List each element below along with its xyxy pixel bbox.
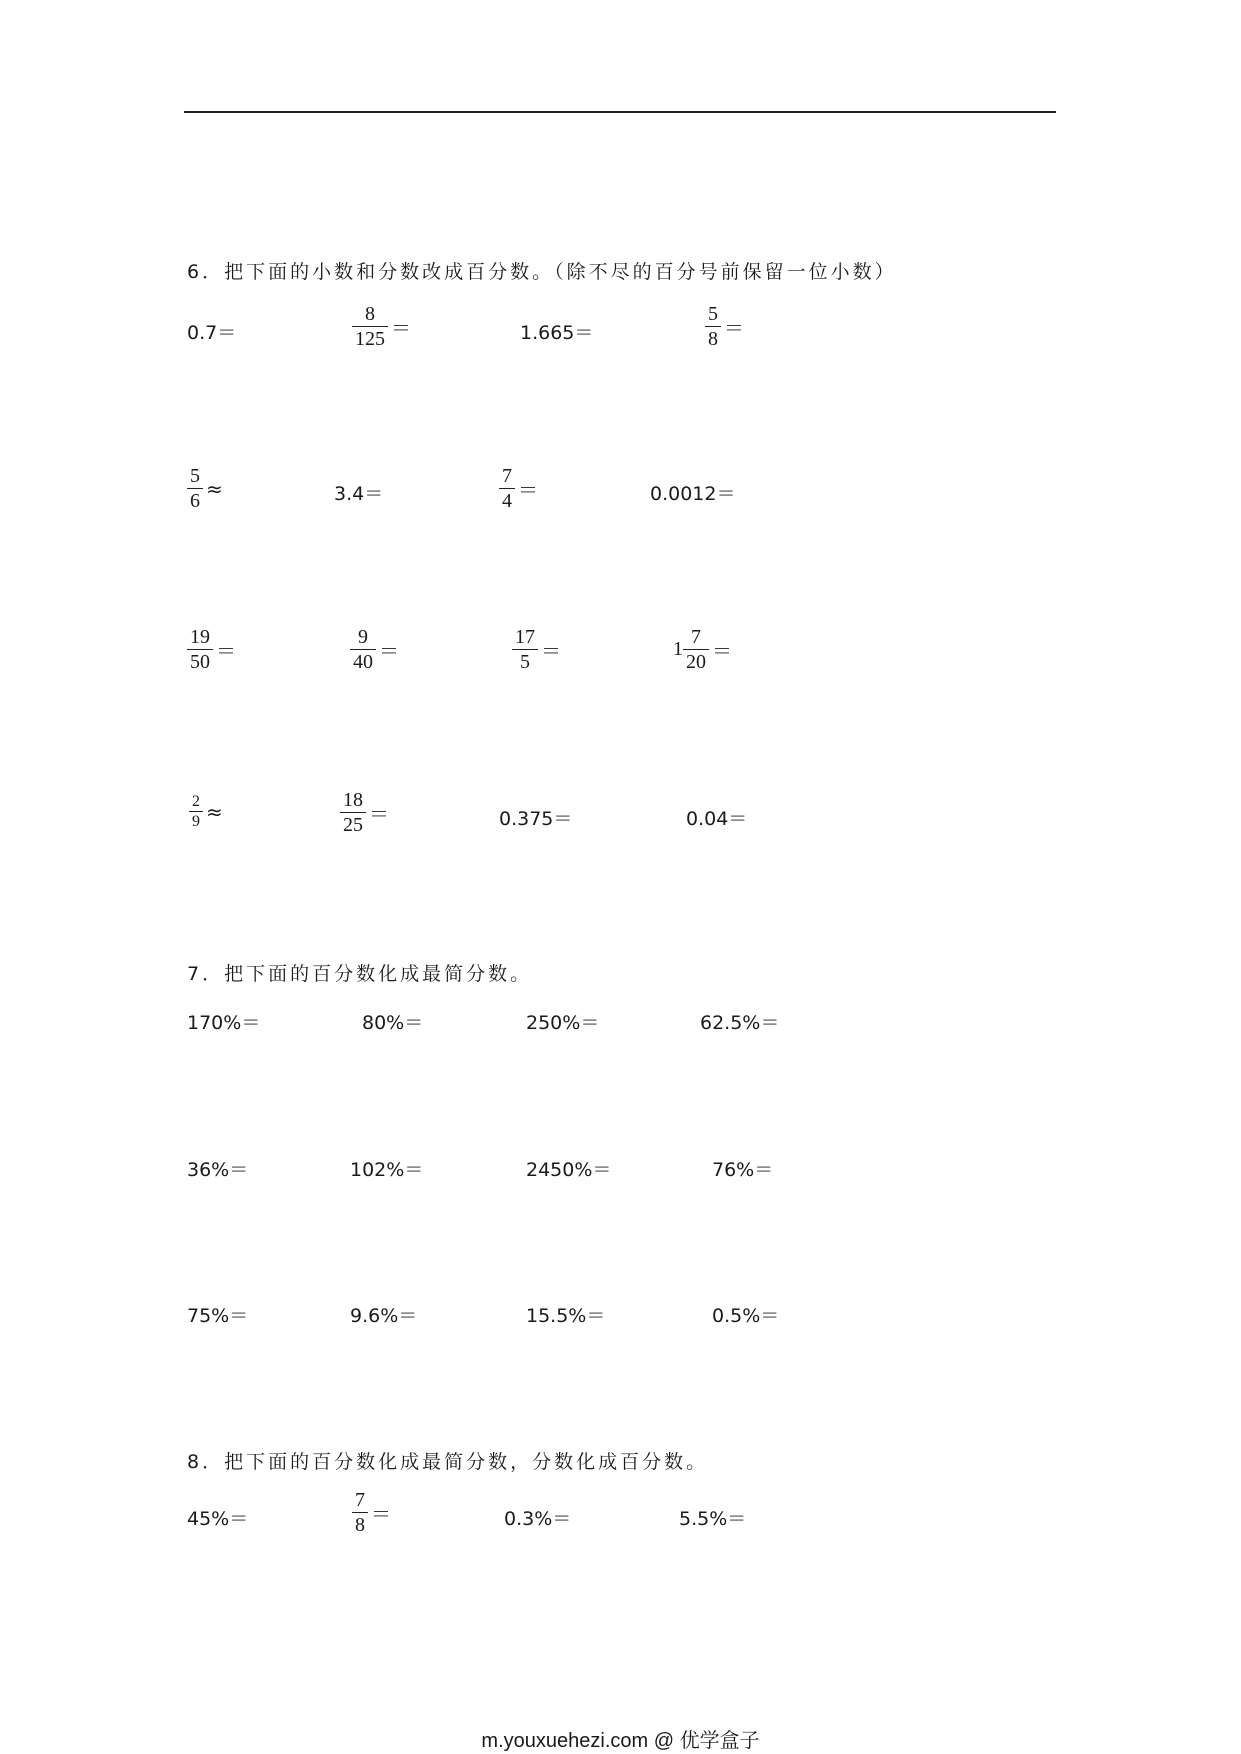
q6-r3-b xyxy=(350,625,399,674)
fraction xyxy=(499,464,515,513)
approx-sign: ≈ xyxy=(206,799,223,824)
numerator: 7 xyxy=(355,1489,365,1511)
numerator: 17 xyxy=(515,626,535,648)
footer-watermark: m.youxuehezi.com @ 优学盒子 xyxy=(481,1730,760,1752)
equals-sign: ＝ xyxy=(391,316,411,340)
fraction xyxy=(340,788,366,837)
denominator: 40 xyxy=(353,651,373,673)
q6-r1-d xyxy=(705,302,744,351)
fraction xyxy=(512,625,538,674)
header-rule xyxy=(184,111,1056,113)
denominator: 9 xyxy=(192,813,200,830)
fraction xyxy=(352,302,388,351)
q7-r1-c: 250%＝ xyxy=(526,1012,600,1034)
q6-r4-c: 0.375＝ xyxy=(499,808,573,830)
q6-heading: 6．把下面的小数和分数改成百分数。（除不尽的百分号前保留一位小数） xyxy=(187,261,897,283)
q6-r3-d xyxy=(673,625,732,674)
q6-r4-d: 0.04＝ xyxy=(686,808,748,830)
q8-r1-b xyxy=(352,1488,391,1537)
denominator: 4 xyxy=(502,490,512,512)
denominator: 50 xyxy=(190,651,210,673)
fraction xyxy=(187,625,213,674)
q8-r1-c: 0.3%＝ xyxy=(504,1508,572,1530)
denominator: 25 xyxy=(343,814,363,836)
fraction xyxy=(187,464,203,513)
q7-r2-b: 102%＝ xyxy=(350,1159,424,1181)
q6-r2-a xyxy=(187,464,223,513)
numerator: 8 xyxy=(365,303,375,325)
denominator: 8 xyxy=(355,1514,365,1536)
fraction xyxy=(705,302,721,351)
fraction xyxy=(350,625,376,674)
q6-r3-a xyxy=(187,625,236,674)
equals-sign: ＝ xyxy=(379,639,399,663)
equals-sign: ＝ xyxy=(371,1502,391,1526)
denominator: 6 xyxy=(190,490,200,512)
q7-r1-d: 62.5%＝ xyxy=(700,1012,780,1034)
q8-heading: 8．把下面的百分数化成最简分数，分数化成百分数。 xyxy=(187,1451,709,1473)
equals-sign: ＝ xyxy=(724,316,744,340)
fraction xyxy=(352,1488,368,1537)
q7-r3-c: 15.5%＝ xyxy=(526,1305,606,1327)
numerator: 5 xyxy=(708,303,718,325)
q6-r1-b xyxy=(352,302,411,351)
numerator: 18 xyxy=(343,789,363,811)
q7-r3-d: 0.5%＝ xyxy=(712,1305,780,1327)
denominator: 20 xyxy=(686,651,706,673)
denominator: 8 xyxy=(708,328,718,350)
q8-r1-a: 45%＝ xyxy=(187,1508,249,1530)
q7-heading: 7．把下面的百分数化成最简分数。 xyxy=(187,963,533,985)
equals-sign: ＝ xyxy=(712,639,732,663)
q7-r1-a: 170%＝ xyxy=(187,1012,261,1034)
q7-r2-a: 36%＝ xyxy=(187,1159,249,1181)
equals-sign: ＝ xyxy=(216,639,236,663)
whole-number: 1 xyxy=(673,638,683,660)
equals-sign: ＝ xyxy=(541,639,561,663)
approx-sign: ≈ xyxy=(206,476,223,501)
numerator: 19 xyxy=(190,626,210,648)
q6-r3-c xyxy=(512,625,561,674)
fraction xyxy=(683,625,709,674)
q7-r2-c: 2450%＝ xyxy=(526,1159,612,1181)
q7-r3-a: 75%＝ xyxy=(187,1305,249,1327)
q6-r2-d: 0.0012＝ xyxy=(650,483,736,505)
q6-r4-a xyxy=(189,792,223,831)
equals-sign: ＝ xyxy=(518,478,538,502)
denominator: 5 xyxy=(520,651,530,673)
numerator: 2 xyxy=(192,793,200,810)
fraction xyxy=(189,792,203,831)
numerator: 7 xyxy=(502,465,512,487)
denominator: 125 xyxy=(355,328,385,350)
q6-r2-b: 3.4＝ xyxy=(334,483,384,505)
q6-r2-c xyxy=(499,464,538,513)
equals-sign: ＝ xyxy=(369,802,389,826)
q7-r3-b: 9.6%＝ xyxy=(350,1305,418,1327)
numerator: 7 xyxy=(691,626,701,648)
numerator: 9 xyxy=(358,626,368,648)
q7-r1-b: 80%＝ xyxy=(362,1012,424,1034)
q6-r4-b xyxy=(340,788,389,837)
q6-r1-c: 1.665＝ xyxy=(520,322,594,344)
q8-r1-d: 5.5%＝ xyxy=(679,1508,747,1530)
numerator: 5 xyxy=(190,465,200,487)
q6-r1-a: 0.7＝ xyxy=(187,322,237,344)
q7-r2-d: 76%＝ xyxy=(712,1159,774,1181)
